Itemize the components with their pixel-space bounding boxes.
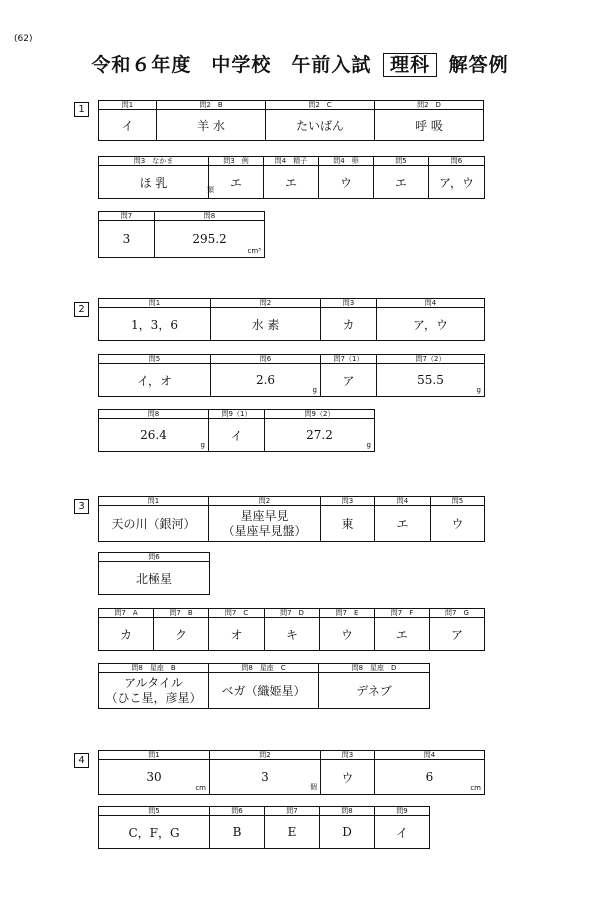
s2-q9-2-value: 27.2 [306, 428, 333, 442]
s1-q2c-answer: たいばん [266, 110, 375, 141]
s4-q4-unit: cm [470, 784, 481, 792]
s3-q8c-answer: ベガ（織姫星） [209, 673, 319, 709]
s3-q7d-header: 問7 D [265, 609, 320, 618]
s2-q7-1-header: 問7（1） [321, 355, 377, 364]
s2-q8-unit: g [200, 441, 205, 449]
page-title [0, 50, 600, 77]
s4-q6-answer: B [210, 816, 265, 849]
s3-q8b-header: 問8 星座 B [99, 664, 209, 673]
s2-q2-answer: 水 素 [211, 308, 321, 341]
s1-q6-answer: ア，ウ [429, 166, 485, 199]
s3-q5-header: 問5 [431, 497, 485, 506]
s4-q3-answer: ウ [321, 760, 375, 795]
s3-q8b-answer-line2: （ひこ星，彦星） [105, 690, 202, 705]
s3-row2-table [98, 552, 210, 595]
s3-q7b-header: 問7 B [154, 609, 209, 618]
s1-q2d-answer: 呼 吸 [375, 110, 484, 141]
s3-q3-header: 問3 [321, 497, 375, 506]
s2-q9-2-answer [265, 419, 375, 452]
s2-q4-answer: ア，ウ [377, 308, 485, 341]
s1-q4-sperm-header: 問4 精子 [264, 157, 319, 166]
page-number: (62) [14, 34, 33, 44]
s2-q9-2-header: 問9（2） [265, 410, 375, 419]
s2-q2-header: 問2 [211, 299, 321, 308]
s1-q8-header: 問8 [155, 212, 265, 221]
s4-q7-header: 問7 [265, 807, 320, 816]
s3-q6-header: 問6 [99, 553, 210, 562]
s1-q2b-header: 問2 B [157, 101, 266, 110]
s3-q2-answer-line1: 星座早見 [240, 508, 289, 523]
s3-q6-answer: 北極星 [99, 562, 210, 595]
s1-q2b-answer: 羊 水 [157, 110, 266, 141]
s2-q7-2-header: 問7（2） [377, 355, 485, 364]
s1-q3-group-suffix: 類 [207, 186, 214, 194]
s1-row1-table [98, 100, 484, 141]
s2-row3-table [98, 409, 375, 452]
s4-q1-value: 30 [146, 770, 162, 784]
s1-q8-unit: cm³ [247, 247, 261, 255]
s4-q8-header: 問8 [320, 807, 375, 816]
s1-q3-group-answer [99, 166, 214, 199]
s2-q6-header: 問6 [211, 355, 321, 364]
s3-q7c-header: 問7 C [209, 609, 265, 618]
s3-q8c-header: 問8 星座 C [209, 664, 319, 673]
s3-q7b-answer: ク [154, 618, 209, 651]
s3-q7a-header: 問7 A [99, 609, 154, 618]
s4-q3-header: 問3 [321, 751, 375, 760]
s4-q1-header: 問1 [99, 751, 210, 760]
s1-q2d-header: 問2 D [375, 101, 484, 110]
s3-q7d-answer: キ [265, 618, 320, 651]
section-1-number: 1 [74, 102, 89, 117]
s4-q8-answer: D [320, 816, 375, 849]
s1-q5-answer: エ [374, 166, 429, 199]
s2-q8-answer [99, 419, 209, 452]
s3-q2-answer [209, 506, 321, 542]
s2-q7-1-answer: ア [321, 364, 377, 397]
s4-q4-value: 6 [425, 770, 434, 784]
s3-q7c-answer: オ [209, 618, 265, 651]
s4-q2-header: 問2 [210, 751, 321, 760]
s2-row2-table [98, 354, 485, 397]
s1-row2-table [98, 156, 485, 199]
s2-q4-header: 問4 [377, 299, 485, 308]
s4-row2-table [98, 806, 430, 849]
s3-q7f-header: 問7 F [375, 609, 430, 618]
s3-q2-answer-line2: （星座早見盤） [222, 523, 307, 538]
title-main: 令和６年度 中学校 午前入試 [91, 54, 372, 76]
s3-row3-table [98, 608, 485, 651]
s4-q6-header: 問6 [210, 807, 265, 816]
s2-q8-value: 26.4 [140, 428, 167, 442]
s2-q7-2-value: 55.5 [417, 373, 444, 387]
s2-q3-answer: カ [321, 308, 377, 341]
s1-q3-group-header: 問3 なかま [99, 157, 209, 166]
s2-q7-2-answer [377, 364, 485, 397]
s4-q2-value: 3 [261, 770, 269, 784]
s2-q3-header: 問3 [321, 299, 377, 308]
s1-q1-header: 問1 [99, 101, 157, 110]
s1-q7-header: 問7 [99, 212, 155, 221]
s3-q2-header: 問2 [209, 497, 321, 506]
s3-q8b-answer-line1: アルタイル [124, 675, 183, 690]
s3-q4-header: 問4 [375, 497, 431, 506]
s3-q5-answer: ウ [431, 506, 485, 542]
s3-q7g-header: 問7 G [430, 609, 485, 618]
s3-q7e-answer: ウ [320, 618, 375, 651]
s3-row1-table [98, 496, 485, 542]
title-subject-box: 理科 [383, 53, 437, 77]
s4-q4-answer [375, 760, 485, 795]
s3-q4-answer: エ [375, 506, 431, 542]
s4-q5-header: 問5 [99, 807, 210, 816]
s3-q7e-header: 問7 E [320, 609, 375, 618]
section-4-number: 4 [74, 753, 89, 768]
s1-q3-example-header: 問3 例 [209, 157, 264, 166]
s3-q7f-answer: エ [375, 618, 430, 651]
s2-q1-answer: 1，3，6 [99, 308, 211, 341]
s1-q6-header: 問6 [429, 157, 485, 166]
s3-q1-answer: 天の川（銀河） [99, 506, 209, 542]
s3-q8d-answer: デネブ [319, 673, 430, 709]
s1-row3-table [98, 211, 265, 258]
s2-row1-table [98, 298, 485, 341]
s4-q9-header: 問9 [375, 807, 430, 816]
s4-q1-unit: cm [195, 784, 206, 792]
s3-q8b-answer [99, 673, 209, 709]
s2-q6-answer [211, 364, 321, 397]
s2-q8-header: 問8 [99, 410, 209, 419]
s2-q9-1-answer: イ [209, 419, 265, 452]
s1-q4-egg-answer: ウ [319, 166, 374, 199]
section-3-number: 3 [74, 499, 89, 514]
s3-q7g-answer: ア [430, 618, 485, 651]
s3-q7a-answer: カ [99, 618, 154, 651]
s1-q4-egg-header: 問4 卵 [319, 157, 374, 166]
s1-q7-answer: 3 [99, 221, 155, 258]
s2-q9-1-header: 問9（1） [209, 410, 265, 419]
s2-q5-answer: イ，オ [99, 364, 211, 397]
s2-q6-unit: g [312, 386, 317, 394]
s3-row4-table [98, 663, 430, 709]
s4-q5-answer: C，F，G [99, 816, 210, 849]
s1-q2c-header: 問2 C [266, 101, 375, 110]
s4-q2-answer [210, 760, 321, 795]
s3-q8d-header: 問8 星座 D [319, 664, 430, 673]
s4-q7-answer: E [265, 816, 320, 849]
title-suffix: 解答例 [448, 54, 509, 76]
s3-q1-header: 問1 [99, 497, 209, 506]
s4-q9-answer: イ [375, 816, 430, 849]
s3-q3-answer: 東 [321, 506, 375, 542]
s1-q5-header: 問5 [374, 157, 429, 166]
s1-q1-answer: イ [99, 110, 157, 141]
s4-row1-table [98, 750, 485, 795]
s1-q4-sperm-answer: エ [264, 166, 319, 199]
s2-q6-value: 2.6 [255, 373, 276, 387]
s2-q7-2-unit: g [476, 386, 481, 394]
s2-q1-header: 問1 [99, 299, 211, 308]
s4-q1-answer [99, 760, 210, 795]
s1-q8-value: 295.2 [192, 232, 227, 246]
s4-q2-unit: 個 [310, 783, 317, 791]
section-2-number: 2 [74, 302, 89, 317]
s1-q3-group-value: ほ 乳 [139, 175, 168, 190]
s4-q4-header: 問4 [375, 751, 485, 760]
s2-q9-2-unit: g [366, 441, 371, 449]
s1-q8-answer [155, 221, 265, 258]
s2-q5-header: 問5 [99, 355, 211, 364]
s1-q3-example-answer: エ [209, 166, 264, 199]
